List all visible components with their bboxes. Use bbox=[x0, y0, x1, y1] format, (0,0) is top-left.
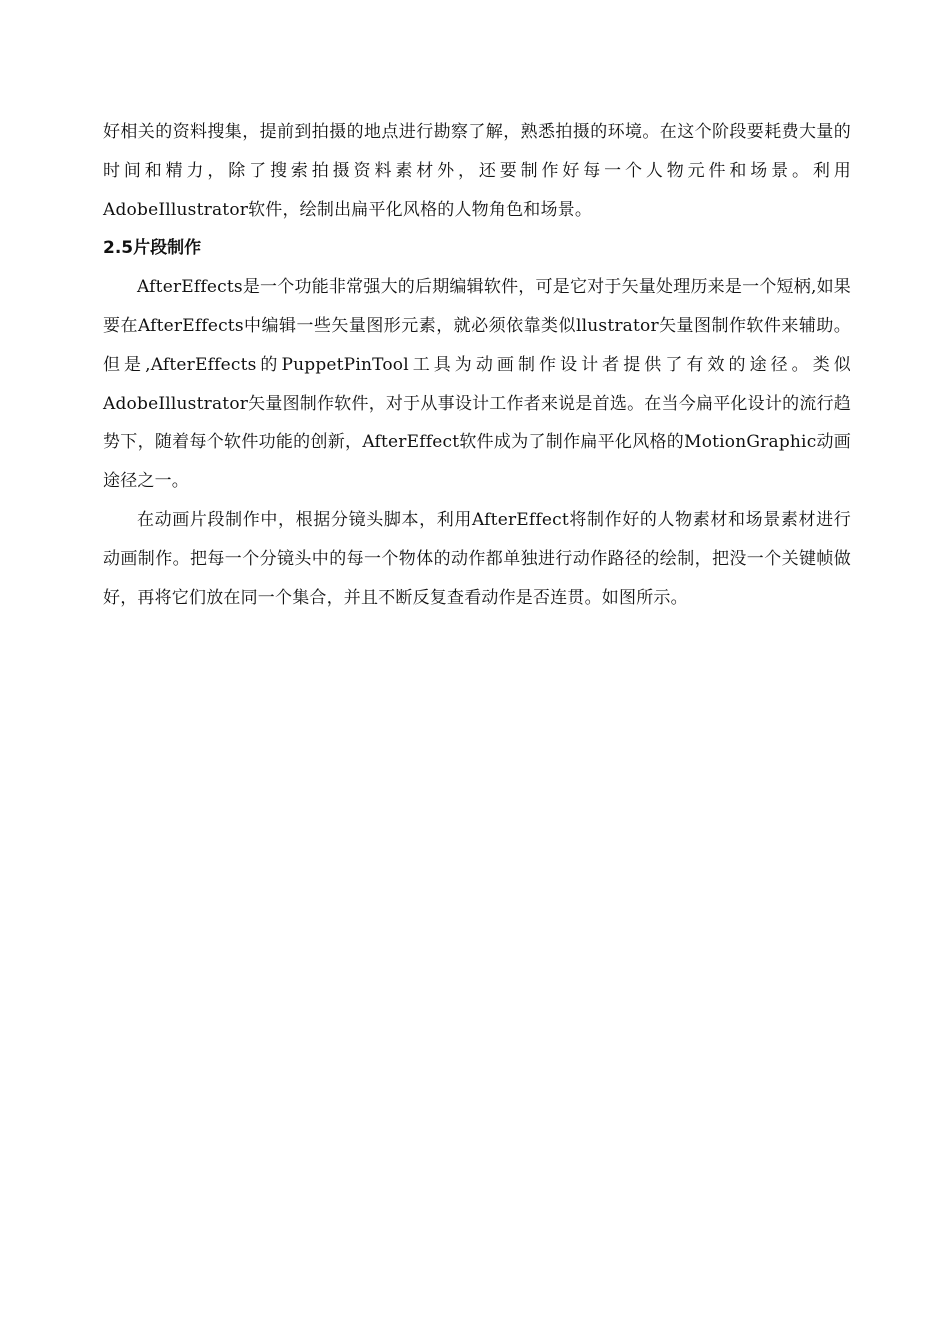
document-body bbox=[103, 113, 851, 617]
intro-paragraph: 好相关的资料搜集，提前到拍摄的地点进行勘察了解，熟悉拍摄的环境。在这个阶段要耗费大量的时间和精力，除了搜索拍摄资料素材外，还要制作好每一个人物元件和场景。利用AdobeIllustrator软件，绘制出扁平化风格的人物角色和场景。 bbox=[103, 122, 851, 220]
section-heading: 2.5片段制作 bbox=[103, 238, 202, 259]
body-paragraph-1: AfterEffects是一个功能非常强大的后期编辑软件，可是它对于矢量处理历来是一个短柄,如果要在AfterEffects中编辑一些矢量图形元素，就必须依靠类似llustrator矢量图制作软件来辅助。但是,AfterEffects的PuppetPinTool工具为动画制作设计者提供了有效的途径。类似AdobeIllustrator矢量图制作软件，对于从事设计工作者来说是首选。在当今扁平化设计的流行趋势下，随着每个软件功能的创新，AfterEffect软件成为了制作扁平化风格的MotionGraphic动画途径之一。 bbox=[103, 277, 851, 492]
body-paragraph-2: 在动画片段制作中，根据分镜头脚本，利用AfterEffect将制作好的人物素材和场景素材进行动画制作。把每一个分镜头中的每一个物体的动作都单独进行动作路径的绘制，把没一个关键帧做好，再将它们放在同一个集合，并且不断反复查看动作是否连贯。如图所示。 bbox=[103, 509, 851, 608]
